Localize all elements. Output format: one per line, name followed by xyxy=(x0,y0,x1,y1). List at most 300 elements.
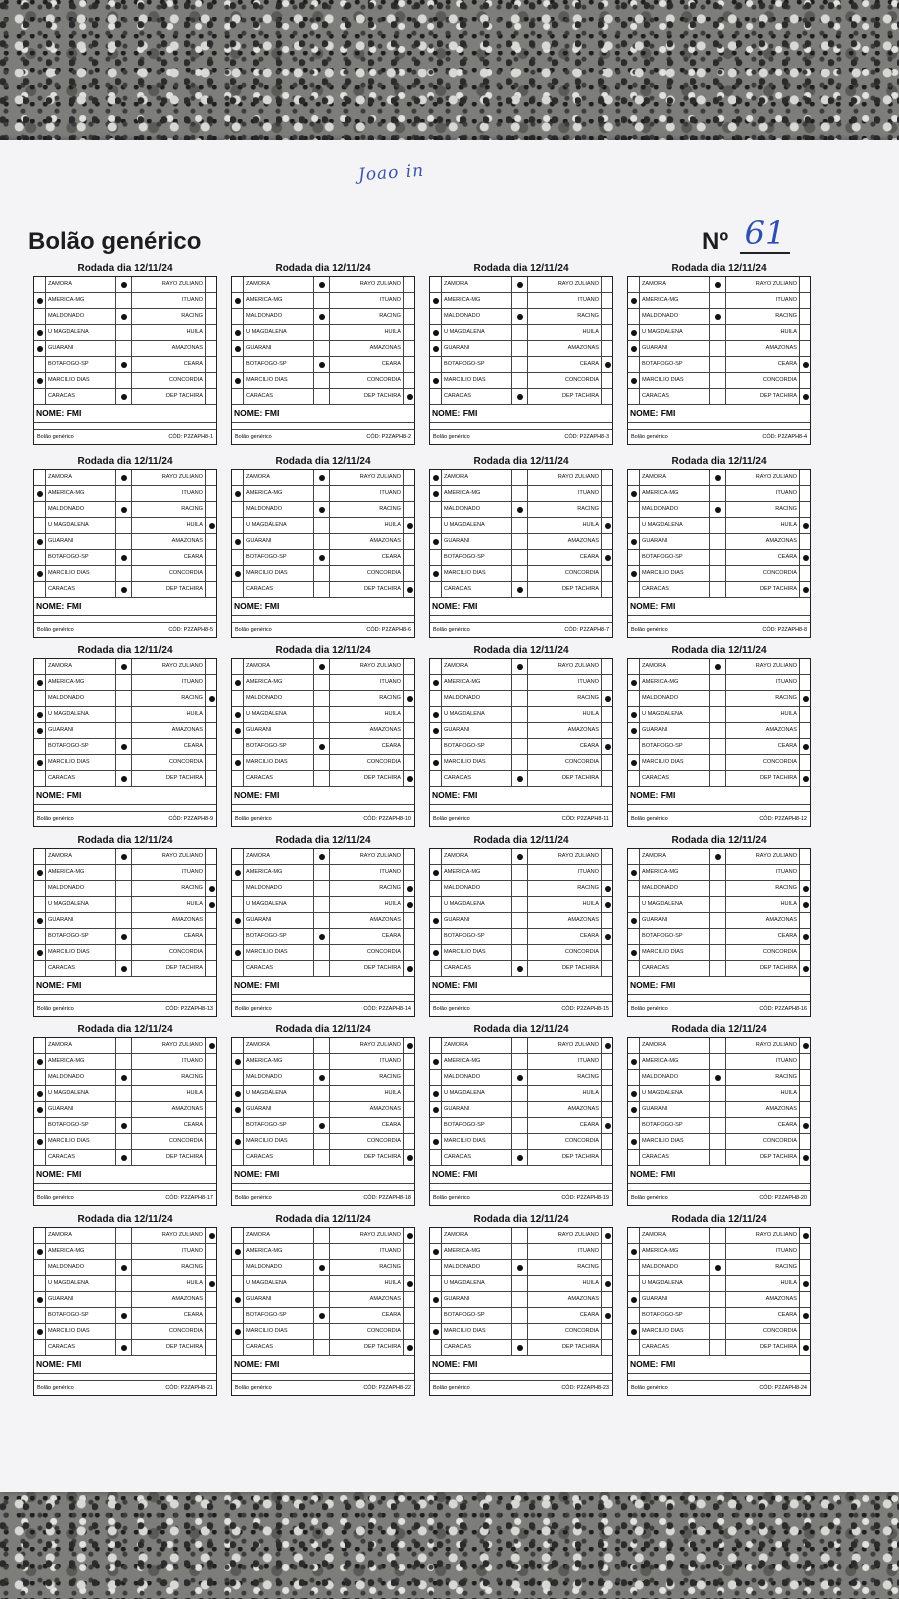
ticket-code: CÓD: P2ZAPH8-10 xyxy=(363,816,411,822)
ticket-round-title: Rodada dia 12/11/24 xyxy=(473,1214,569,1225)
away-team: CONCORDIA xyxy=(726,1134,800,1149)
ticket-code: CÓD: P2ZAPH8-2 xyxy=(366,434,411,440)
away-pick-cell xyxy=(800,566,812,581)
draw-pick-cell xyxy=(314,325,330,340)
pick-mark xyxy=(235,1059,241,1065)
draw-pick-cell xyxy=(116,1308,132,1323)
home-pick-cell xyxy=(430,325,442,340)
home-team: GUARANI xyxy=(46,913,116,928)
home-team: MARCILIO DIAS xyxy=(442,1324,512,1339)
match-row xyxy=(430,1292,612,1308)
home-pick-cell xyxy=(430,518,442,533)
home-team: MARCILIO DIAS xyxy=(640,566,710,581)
away-pick-cell xyxy=(800,849,812,864)
draw-pick-cell xyxy=(314,1118,330,1133)
away-team: CEARA xyxy=(726,550,800,565)
bettor-name: NOME: FMI xyxy=(34,598,216,616)
home-team: BOTAFOGO-SP xyxy=(442,1308,512,1323)
home-pick-cell xyxy=(34,1292,46,1307)
match-row xyxy=(34,550,216,566)
pick-mark xyxy=(631,918,637,924)
match-row xyxy=(628,550,810,566)
ticket-code: CÓD: P2ZAPH8-5 xyxy=(168,627,213,633)
home-pick-cell xyxy=(232,1324,244,1339)
home-team: U MAGDALENA xyxy=(46,897,116,912)
draw-pick-cell xyxy=(314,659,330,674)
home-pick-cell xyxy=(34,1070,46,1085)
draw-pick-cell xyxy=(314,534,330,549)
match-row xyxy=(232,325,414,341)
home-pick-cell xyxy=(628,755,640,770)
bettor-name: NOME: FMI xyxy=(628,787,810,805)
draw-pick-cell xyxy=(710,849,726,864)
match-row xyxy=(232,309,414,325)
pick-mark xyxy=(319,555,325,561)
away-pick-cell xyxy=(206,566,218,581)
away-team: ITUANO xyxy=(132,486,206,501)
ticket-footer xyxy=(34,1002,216,1016)
away-team: ITUANO xyxy=(726,675,800,690)
home-pick-cell xyxy=(34,1308,46,1323)
away-team: HUILA xyxy=(330,325,404,340)
bettor-name: NOME: FMI xyxy=(232,977,414,995)
name-spacer xyxy=(430,616,612,623)
match-row xyxy=(34,1086,216,1102)
match-row xyxy=(34,739,216,755)
match-row xyxy=(430,1038,612,1054)
draw-pick-cell xyxy=(314,293,330,308)
ticket-footer xyxy=(430,430,612,444)
draw-pick-cell xyxy=(512,1244,528,1259)
home-pick-cell xyxy=(34,771,46,786)
away-pick-cell xyxy=(404,1102,416,1117)
home-pick-cell xyxy=(232,1038,244,1053)
home-pick-cell xyxy=(232,373,244,388)
home-pick-cell xyxy=(232,1228,244,1243)
away-pick-cell xyxy=(602,1118,614,1133)
match-row xyxy=(34,755,216,771)
draw-pick-cell xyxy=(314,945,330,960)
ticket-footer xyxy=(430,1002,612,1016)
away-pick-cell xyxy=(404,913,416,928)
draw-pick-cell xyxy=(314,566,330,581)
pick-mark xyxy=(121,282,127,288)
away-pick-cell xyxy=(404,1260,416,1275)
away-pick-cell xyxy=(800,675,812,690)
draw-pick-cell xyxy=(512,945,528,960)
away-team: ITUANO xyxy=(726,865,800,880)
draw-pick-cell xyxy=(314,865,330,880)
ticket-footer xyxy=(628,1191,810,1205)
home-team: MARCILIO DIAS xyxy=(244,1134,314,1149)
match-row xyxy=(430,277,612,293)
ticket-brand: Bolão genérico xyxy=(631,627,668,633)
pick-mark xyxy=(209,886,215,892)
home-pick-cell xyxy=(232,1260,244,1275)
home-team: GUARANI xyxy=(442,1292,512,1307)
away-pick-cell xyxy=(206,1260,218,1275)
away-pick-cell xyxy=(800,739,812,754)
ticket-code: CÓD: P2ZAPH8-18 xyxy=(363,1195,411,1201)
pick-mark xyxy=(433,1139,439,1145)
match-row xyxy=(430,502,612,518)
home-pick-cell xyxy=(430,913,442,928)
away-pick-cell xyxy=(206,293,218,308)
away-pick-cell xyxy=(602,1150,614,1165)
away-pick-cell xyxy=(602,1054,614,1069)
home-team: ZAMORA xyxy=(244,849,314,864)
draw-pick-cell xyxy=(710,1228,726,1243)
pick-mark xyxy=(605,934,611,940)
away-pick-cell xyxy=(602,1134,614,1149)
draw-pick-cell xyxy=(116,1276,132,1291)
match-row xyxy=(430,849,612,865)
pick-mark xyxy=(433,1329,439,1335)
pick-mark xyxy=(37,1091,43,1097)
draw-pick-cell xyxy=(710,518,726,533)
away-pick-cell xyxy=(800,1134,812,1149)
draw-pick-cell xyxy=(710,1308,726,1323)
away-pick-cell xyxy=(800,691,812,706)
match-row xyxy=(628,675,810,691)
away-team: ITUANO xyxy=(330,1054,404,1069)
bettor-name: NOME: FMI xyxy=(628,598,810,616)
home-team: BOTAFOGO-SP xyxy=(640,1118,710,1133)
away-team: DEP TACHIRA xyxy=(528,1150,602,1165)
ticket-table xyxy=(33,1037,217,1206)
home-pick-cell xyxy=(628,913,640,928)
name-spacer xyxy=(628,995,810,1002)
away-team: CONCORDIA xyxy=(132,945,206,960)
away-team: CEARA xyxy=(528,929,602,944)
away-pick-cell xyxy=(602,881,614,896)
pick-mark xyxy=(433,330,439,336)
pick-mark xyxy=(319,314,325,320)
away-pick-cell xyxy=(404,1340,416,1355)
draw-pick-cell xyxy=(512,1054,528,1069)
away-pick-cell xyxy=(800,309,812,324)
home-team: ZAMORA xyxy=(244,1038,314,1053)
match-row xyxy=(232,1292,414,1308)
home-team: CARACAS xyxy=(442,582,512,597)
away-team: ITUANO xyxy=(132,675,206,690)
pick-mark xyxy=(121,1265,127,1271)
name-spacer xyxy=(232,616,414,623)
home-team: ZAMORA xyxy=(46,277,116,292)
away-pick-cell xyxy=(404,865,416,880)
home-pick-cell xyxy=(34,389,46,404)
name-spacer xyxy=(34,1374,216,1381)
home-team: BOTAFOGO-SP xyxy=(442,1118,512,1133)
home-pick-cell xyxy=(34,1086,46,1101)
home-team: CARACAS xyxy=(244,389,314,404)
away-team: CEARA xyxy=(330,1118,404,1133)
home-team: MALDONADO xyxy=(640,309,710,324)
pick-mark xyxy=(631,870,637,876)
pick-mark xyxy=(121,854,127,860)
home-team: MALDONADO xyxy=(442,1260,512,1275)
ticket-round-title: Rodada dia 12/11/24 xyxy=(473,835,569,846)
home-team: AMERICA-MG xyxy=(442,1244,512,1259)
away-team: AMAZONAS xyxy=(726,534,800,549)
draw-pick-cell xyxy=(710,1054,726,1069)
pick-mark xyxy=(235,298,241,304)
away-pick-cell xyxy=(404,945,416,960)
pick-mark xyxy=(631,346,637,352)
draw-pick-cell xyxy=(116,1038,132,1053)
draw-pick-cell xyxy=(116,486,132,501)
ticket-table xyxy=(231,1037,415,1206)
home-team: CARACAS xyxy=(46,771,116,786)
ticket-round-title: Rodada dia 12/11/24 xyxy=(275,835,371,846)
home-pick-cell xyxy=(34,1054,46,1069)
away-pick-cell xyxy=(206,961,218,976)
ticket-brand: Bolão genérico xyxy=(433,1385,470,1391)
name-spacer xyxy=(628,1184,810,1191)
ticket-table xyxy=(429,848,613,1017)
away-pick-cell xyxy=(602,929,614,944)
ticket-footer xyxy=(34,430,216,444)
match-row xyxy=(628,897,810,913)
draw-pick-cell xyxy=(710,389,726,404)
pick-mark xyxy=(803,966,809,972)
away-team: RAYO ZULIANO xyxy=(528,849,602,864)
home-pick-cell xyxy=(628,486,640,501)
pick-mark xyxy=(517,507,523,513)
home-pick-cell xyxy=(430,881,442,896)
name-spacer xyxy=(430,1184,612,1191)
pick-mark xyxy=(803,934,809,940)
home-pick-cell xyxy=(34,550,46,565)
home-pick-cell xyxy=(430,1070,442,1085)
away-pick-cell xyxy=(404,1134,416,1149)
match-row xyxy=(628,691,810,707)
home-team: U MAGDALENA xyxy=(640,707,710,722)
away-team: DEP TACHIRA xyxy=(528,582,602,597)
home-pick-cell xyxy=(232,502,244,517)
home-pick-cell xyxy=(232,1054,244,1069)
pick-mark xyxy=(235,378,241,384)
pick-mark xyxy=(631,1091,637,1097)
match-row xyxy=(232,1260,414,1276)
match-row xyxy=(430,691,612,707)
match-row xyxy=(628,389,810,405)
away-pick-cell xyxy=(602,897,614,912)
away-team: ITUANO xyxy=(528,1054,602,1069)
match-row xyxy=(232,929,414,945)
bet-ticket xyxy=(627,1023,811,1201)
draw-pick-cell xyxy=(710,755,726,770)
away-pick-cell xyxy=(800,1228,812,1243)
home-team: CARACAS xyxy=(244,961,314,976)
home-team: BOTAFOGO-SP xyxy=(640,739,710,754)
ticket-brand: Bolão genérico xyxy=(433,627,470,633)
draw-pick-cell xyxy=(512,1292,528,1307)
away-pick-cell xyxy=(602,1260,614,1275)
match-row xyxy=(34,566,216,582)
home-team: MARCILIO DIAS xyxy=(442,945,512,960)
draw-pick-cell xyxy=(512,1118,528,1133)
away-pick-cell xyxy=(800,582,812,597)
pick-mark xyxy=(631,1249,637,1255)
match-row xyxy=(430,1228,612,1244)
pick-mark xyxy=(433,1059,439,1065)
home-team: BOTAFOGO-SP xyxy=(640,357,710,372)
away-team: CONCORDIA xyxy=(528,566,602,581)
home-pick-cell xyxy=(232,1102,244,1117)
bettor-name: NOME: FMI xyxy=(628,405,810,423)
away-pick-cell xyxy=(206,309,218,324)
home-team: BOTAFOGO-SP xyxy=(244,929,314,944)
pick-mark xyxy=(433,346,439,352)
pick-mark xyxy=(631,539,637,545)
draw-pick-cell xyxy=(116,518,132,533)
draw-pick-cell xyxy=(512,341,528,356)
home-pick-cell xyxy=(430,755,442,770)
home-team: AMERICA-MG xyxy=(244,1054,314,1069)
ticket-round-title: Rodada dia 12/11/24 xyxy=(77,835,173,846)
home-pick-cell xyxy=(628,293,640,308)
away-team: HUILA xyxy=(726,1086,800,1101)
away-team: AMAZONAS xyxy=(726,1102,800,1117)
home-team: AMERICA-MG xyxy=(442,865,512,880)
pick-mark xyxy=(803,362,809,368)
match-row xyxy=(232,550,414,566)
pick-mark xyxy=(121,362,127,368)
ticket-round-title: Rodada dia 12/11/24 xyxy=(77,1214,173,1225)
bet-ticket xyxy=(33,262,217,440)
away-team: ITUANO xyxy=(330,865,404,880)
away-pick-cell xyxy=(602,534,614,549)
home-team: CARACAS xyxy=(46,961,116,976)
pick-mark xyxy=(715,475,721,481)
match-row xyxy=(430,945,612,961)
home-pick-cell xyxy=(34,945,46,960)
match-row xyxy=(232,1118,414,1134)
ticket-footer xyxy=(430,623,612,637)
pick-mark xyxy=(517,394,523,400)
away-team: CONCORDIA xyxy=(330,755,404,770)
draw-pick-cell xyxy=(512,659,528,674)
home-pick-cell xyxy=(232,945,244,960)
away-team: HUILA xyxy=(330,518,404,533)
home-pick-cell xyxy=(232,325,244,340)
home-team: U MAGDALENA xyxy=(244,897,314,912)
pick-mark xyxy=(517,1265,523,1271)
match-row xyxy=(34,849,216,865)
home-pick-cell xyxy=(430,550,442,565)
ticket-table xyxy=(627,658,811,827)
away-pick-cell xyxy=(206,1228,218,1243)
pick-mark xyxy=(605,696,611,702)
draw-pick-cell xyxy=(116,582,132,597)
pick-mark xyxy=(803,1155,809,1161)
home-team: BOTAFOGO-SP xyxy=(442,739,512,754)
away-team: HUILA xyxy=(330,707,404,722)
bettor-name: NOME: FMI xyxy=(34,787,216,805)
away-pick-cell xyxy=(602,961,614,976)
name-spacer xyxy=(34,805,216,812)
pick-mark xyxy=(235,728,241,734)
ticket-table xyxy=(33,276,217,445)
match-row xyxy=(232,502,414,518)
away-team: DEP TACHIRA xyxy=(726,1150,800,1165)
home-pick-cell xyxy=(34,1228,46,1243)
draw-pick-cell xyxy=(116,1260,132,1275)
home-pick-cell xyxy=(628,373,640,388)
away-pick-cell xyxy=(602,739,614,754)
draw-pick-cell xyxy=(314,1134,330,1149)
away-team: DEP TACHIRA xyxy=(726,582,800,597)
home-team: AMERICA-MG xyxy=(442,486,512,501)
match-row xyxy=(628,707,810,723)
draw-pick-cell xyxy=(314,1260,330,1275)
pick-mark xyxy=(209,1233,215,1239)
ticket-brand: Bolão genérico xyxy=(37,627,74,633)
away-team: RAYO ZULIANO xyxy=(330,1038,404,1053)
pick-mark xyxy=(37,1249,43,1255)
pick-mark xyxy=(517,282,523,288)
home-team: GUARANI xyxy=(244,913,314,928)
home-pick-cell xyxy=(232,1118,244,1133)
away-team: RAYO ZULIANO xyxy=(330,277,404,292)
home-team: U MAGDALENA xyxy=(244,518,314,533)
name-spacer xyxy=(628,805,810,812)
draw-pick-cell xyxy=(314,1070,330,1085)
home-pick-cell xyxy=(628,277,640,292)
away-pick-cell xyxy=(206,1244,218,1259)
away-pick-cell xyxy=(404,675,416,690)
match-row xyxy=(628,582,810,598)
draw-pick-cell xyxy=(116,470,132,485)
ticket-brand: Bolão genérico xyxy=(37,1195,74,1201)
pick-mark xyxy=(803,886,809,892)
away-team: CEARA xyxy=(330,357,404,372)
pick-mark xyxy=(37,1107,43,1113)
home-team: ZAMORA xyxy=(244,277,314,292)
home-team: BOTAFOGO-SP xyxy=(46,550,116,565)
home-team: MARCILIO DIAS xyxy=(244,755,314,770)
home-pick-cell xyxy=(430,1228,442,1243)
bet-ticket xyxy=(627,262,811,440)
match-row xyxy=(232,1228,414,1244)
away-pick-cell xyxy=(206,277,218,292)
draw-pick-cell xyxy=(314,341,330,356)
away-pick-cell xyxy=(602,771,614,786)
match-row xyxy=(628,1038,810,1054)
away-pick-cell xyxy=(602,566,614,581)
match-row xyxy=(430,659,612,675)
home-team: ZAMORA xyxy=(442,1228,512,1243)
draw-pick-cell xyxy=(512,691,528,706)
home-pick-cell xyxy=(430,566,442,581)
away-team: ITUANO xyxy=(330,293,404,308)
away-team: CONCORDIA xyxy=(726,755,800,770)
match-row xyxy=(232,470,414,486)
away-pick-cell xyxy=(602,1228,614,1243)
home-team: BOTAFOGO-SP xyxy=(442,357,512,372)
away-team: RAYO ZULIANO xyxy=(330,849,404,864)
away-team: CEARA xyxy=(330,550,404,565)
away-pick-cell xyxy=(602,309,614,324)
match-row xyxy=(232,945,414,961)
home-pick-cell xyxy=(430,723,442,738)
pick-mark xyxy=(803,1123,809,1129)
away-pick-cell xyxy=(206,470,218,485)
draw-pick-cell xyxy=(116,309,132,324)
home-team: MARCILIO DIAS xyxy=(640,373,710,388)
away-pick-cell xyxy=(800,1340,812,1355)
